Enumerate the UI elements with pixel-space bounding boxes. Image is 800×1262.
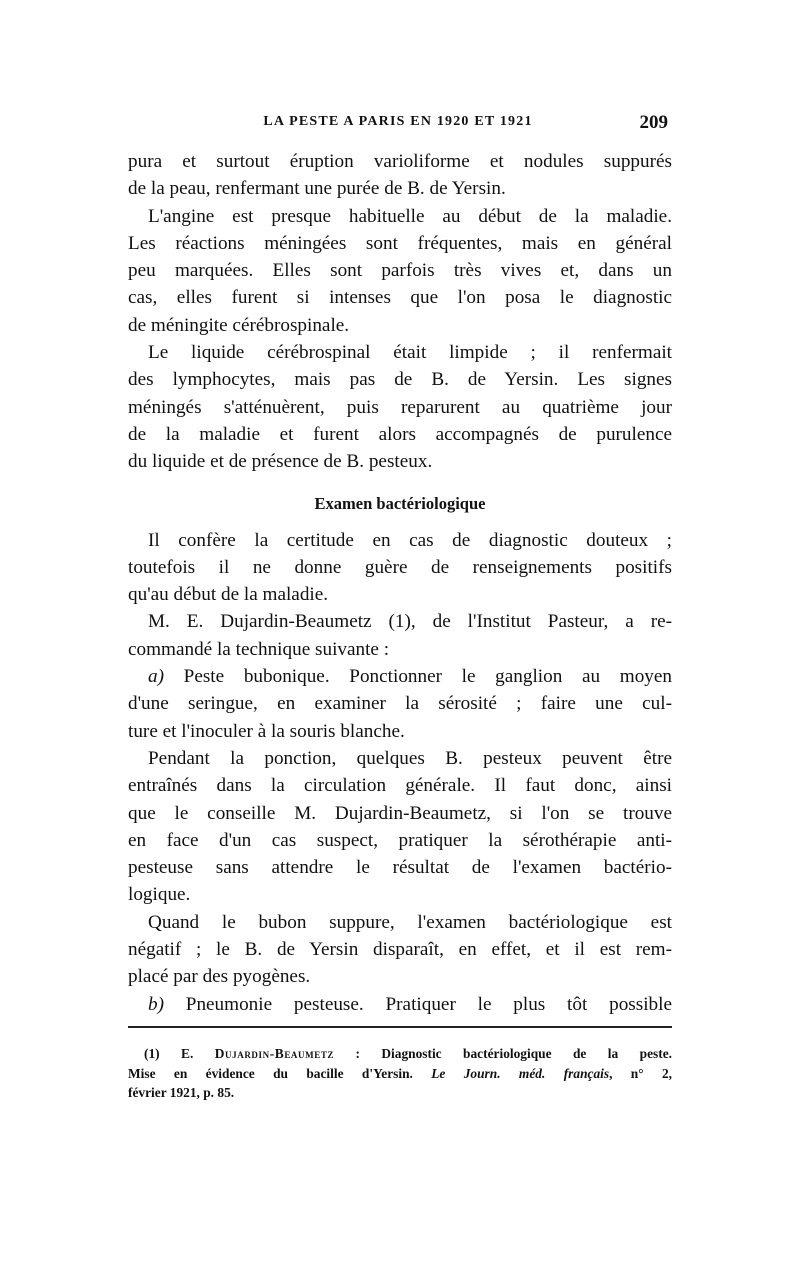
paragraph-3 — [128, 339, 672, 475]
footnote-line: février 1921, p. 85. — [128, 1085, 235, 1100]
text-line: Quand le bubon suppure, l'examen bactériologique est — [148, 911, 672, 933]
text-line: placé par des pyogènes. — [128, 966, 311, 988]
paragraph-2 — [128, 203, 672, 339]
text-line: pura et surtout éruption varioliforme et nodules suppurés — [128, 151, 672, 172]
footnote-marker: (1) E. — [144, 1046, 194, 1061]
paragraph-5 — [128, 608, 672, 663]
text-line: Il confère la certitude en cas de diagnostic douteux ; — [148, 529, 672, 551]
text-line: M. E. Dujardin-Beaumetz (1), de l'Institut Pasteur, a re- — [148, 611, 672, 633]
text-line: méningés s'atténuèrent, puis reparurent au quatrième jour — [128, 396, 672, 418]
footnote-text: , n° 2, — [609, 1065, 673, 1081]
text-line: Pendant la ponction, quelques B. pesteux peuvent être — [148, 747, 672, 769]
text-line: que le conseille M. Dujardin-Beaumetz, si l'on se trouve — [128, 802, 672, 824]
paragraph-8 — [128, 909, 672, 991]
text-line: d'une seringue, en examiner la sérosité ; faire une cul- — [128, 693, 672, 715]
section-heading: Examen bactériologique — [314, 493, 486, 513]
text-line: du liquide et de présence de B. pesteux. — [128, 451, 433, 473]
text-line — [128, 991, 672, 1018]
line-text: Pneumonie pesteuse. Pratiquer le plus tôt possible — [163, 993, 672, 1015]
footnote-line — [128, 1064, 672, 1084]
text-line: Le liquide cérébrospinal était limpide ; il renfermait — [148, 342, 672, 364]
text-line: de la maladie et furent alors accompagnés de purulence — [128, 423, 672, 445]
paragraph-7 — [128, 745, 672, 909]
text-line: de méningite cérébrospinale. — [128, 314, 350, 336]
line-text: Peste bubonique. Ponctionner le ganglion au moyen — [163, 666, 672, 688]
footnote — [128, 1044, 673, 1103]
text-line: toutefois il ne donne guère de renseignements positifs — [128, 556, 672, 578]
text-line: entraînés dans la circulation générale. Il faut donc, ainsi — [128, 775, 672, 797]
text-line: ture et l'inoculer à la souris blanche. — [128, 720, 405, 742]
text-line: cas, elles furent si intenses que l'on posa le diagnostic — [128, 287, 672, 309]
text-line: de la peau, renfermant une purée de B. de Yersin. — [128, 178, 506, 200]
footnote-rule — [128, 1026, 672, 1028]
item-label-a: a) — [148, 666, 164, 688]
footnote-line — [144, 1044, 672, 1064]
text-line: des lymphocytes, mais pas de B. de Yersin. Les signes — [128, 369, 672, 391]
running-title: LA PESTE A PARIS EN 1920 ET 1921 — [263, 114, 533, 129]
footnote-journal: Le Journ. méd. français — [431, 1065, 610, 1081]
text-line — [128, 663, 672, 690]
running-head — [128, 114, 668, 138]
text-line: en face d'un cas suspect, pratiquer la sérothérapie anti- — [128, 829, 672, 851]
text-line: pesteuse sans attendre le résultat de l'examen bactério- — [128, 857, 672, 879]
text-line: logique. — [128, 884, 191, 906]
text-line: qu'au début de la maladie. — [128, 584, 329, 606]
footnote-text: : Diagnostic bactériologique de la peste. — [334, 1046, 672, 1061]
text-line: L'angine est presque habituelle au début de la maladie. — [148, 205, 672, 227]
text-line: négatif ; le B. de Yersin disparaît, en effet, et il est rem- — [128, 939, 672, 961]
paragraph-9 — [128, 991, 672, 1018]
footnote-text: Mise en évidence du bacille d'Yersin. — [128, 1065, 432, 1081]
paragraph-4 — [128, 527, 672, 609]
item-label-b: b) — [148, 993, 164, 1015]
page-number: 209 — [639, 112, 668, 133]
text-line: peu marquées. Elles sont parfois très vives et, dans un — [128, 260, 672, 282]
paragraph-1 — [128, 148, 672, 203]
paragraph-6 — [128, 663, 672, 745]
text-line: Les réactions méningées sont fréquentes, mais en général — [128, 232, 672, 254]
text-line: commandé la technique suivante : — [128, 638, 390, 660]
body-text — [128, 148, 672, 1018]
footnote-author: Dujardin-Beaumetz — [214, 1046, 335, 1061]
